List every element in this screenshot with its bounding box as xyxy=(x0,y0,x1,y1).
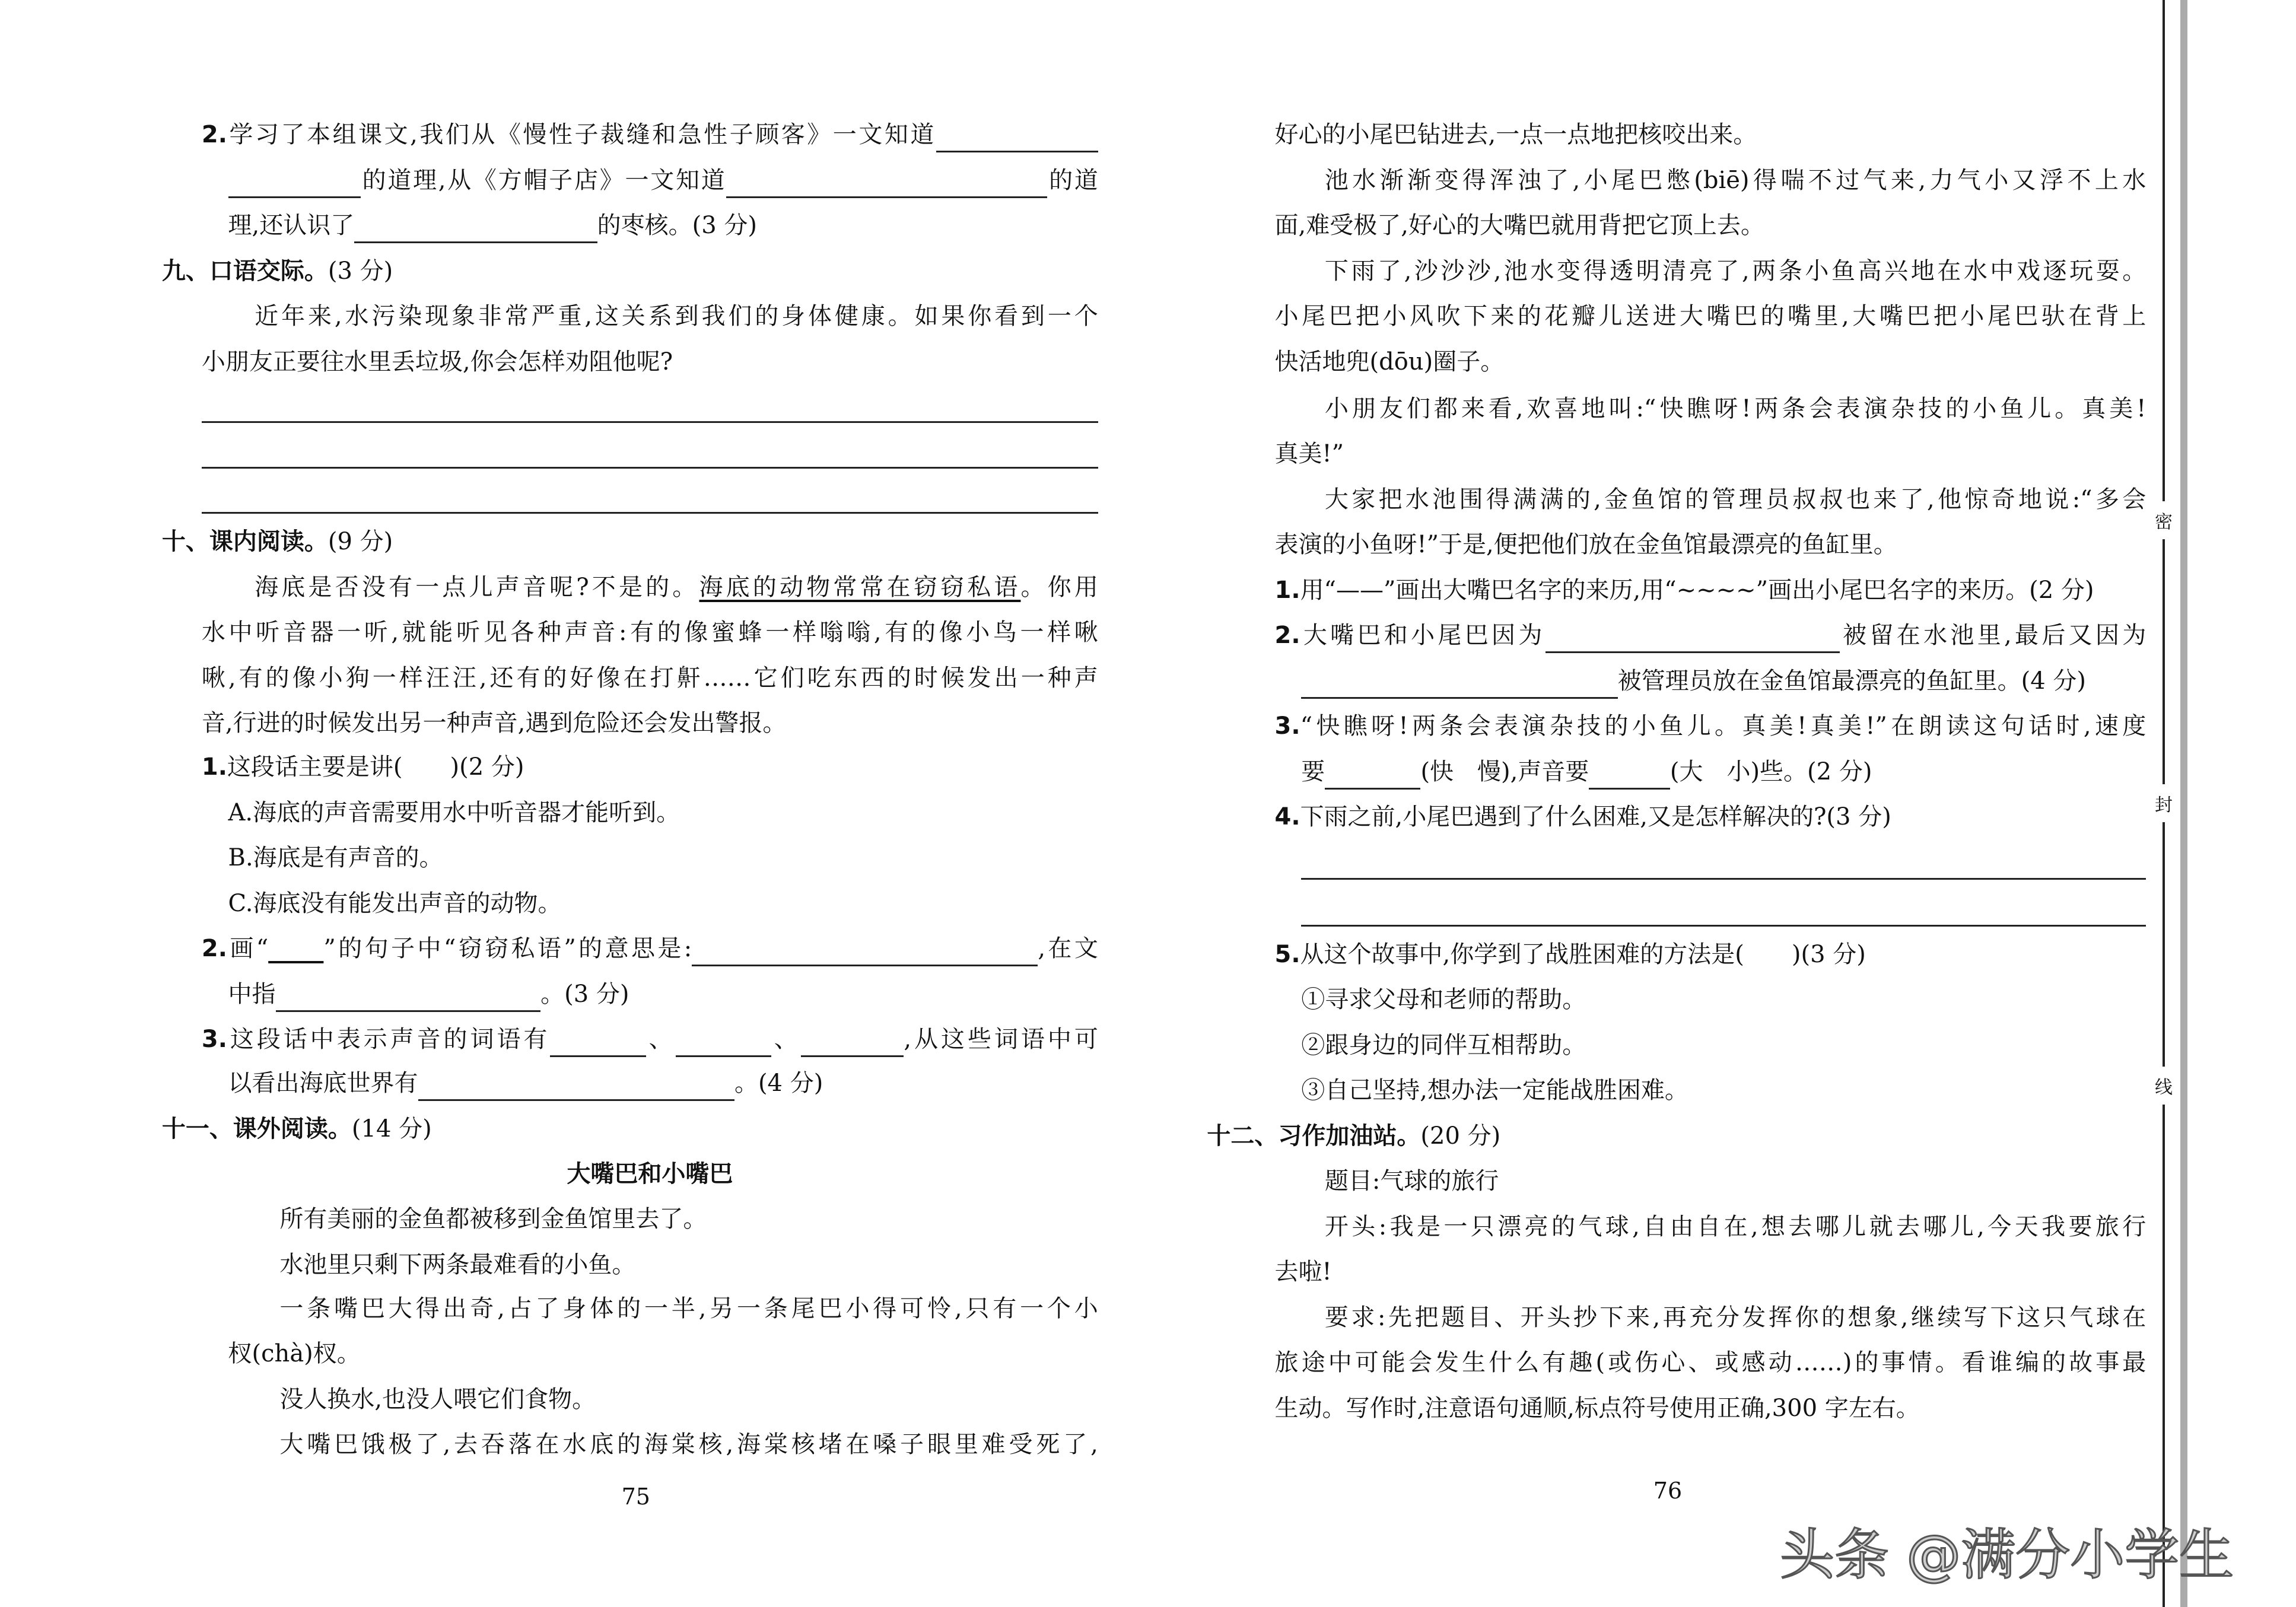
text-line xyxy=(1275,799,1891,835)
bold-label: 九、口语交际。 xyxy=(161,257,328,285)
text: 被留在水池里,最后又因为 xyxy=(1839,622,2146,650)
binding-edge xyxy=(2180,0,2187,1607)
bold-label: 2. xyxy=(201,935,227,963)
text-line xyxy=(202,749,524,785)
answer-blank[interactable] xyxy=(550,1029,645,1057)
text: 用“——”画出大嘴巴名字的来历,用“~~~~”画出小尾巴名字的来历。(2 分) xyxy=(1300,576,2094,604)
text-line xyxy=(1275,572,2094,608)
text-line xyxy=(1301,663,2086,699)
text: 、 xyxy=(771,1026,801,1054)
text-line xyxy=(1207,1118,1500,1154)
text-line xyxy=(1275,436,1344,472)
text-line xyxy=(1325,253,2146,289)
text: 要 xyxy=(1301,758,1325,785)
text: 快活地兜(dōu)圈子。 xyxy=(1274,348,1505,376)
text-line xyxy=(162,1111,432,1147)
text-line xyxy=(228,840,443,876)
text: 的枣核。(3 分) xyxy=(597,212,757,240)
underlined-text xyxy=(268,935,323,962)
text: ,从这些词语中可 xyxy=(904,1026,1098,1054)
text: “快瞧呀!两条会表演杂技的小鱼儿。真美!真美!”在朗读这句话时,速度 xyxy=(1300,712,2146,740)
text-line xyxy=(1275,1390,1920,1426)
page-number: 76 xyxy=(1653,1478,1683,1504)
answer-line[interactable] xyxy=(1301,925,2146,927)
text: 这段话中表示声音的词语有 xyxy=(227,1026,551,1054)
text: (大 小)些。(2 分) xyxy=(1669,758,1872,785)
text-line xyxy=(1325,1209,2146,1245)
answer-blank[interactable] xyxy=(276,984,541,1012)
text-line xyxy=(1275,208,1764,243)
text: (20 分) xyxy=(1420,1122,1501,1150)
text-line xyxy=(1275,298,2146,334)
answer-blank[interactable] xyxy=(801,1029,904,1057)
text: 大嘴巴饿极了,去吞落在水底的海棠核,海棠核堵在嗓子眼里难受死了, xyxy=(279,1431,1098,1459)
text: ①寻求父母和老师的帮助。 xyxy=(1301,986,1586,1014)
text-line xyxy=(1301,1073,1688,1108)
bold-label: 3. xyxy=(1274,712,1300,740)
bold-label: 3. xyxy=(201,1026,227,1054)
text-line xyxy=(228,795,680,830)
text-line xyxy=(1325,1300,2146,1335)
text-line xyxy=(1275,618,2146,653)
text-line xyxy=(1275,937,1866,972)
text: 杈(chà)杈。 xyxy=(228,1340,361,1368)
text: 被管理员放在金鱼馆最漂亮的鱼缸里。(4 分) xyxy=(1617,667,2086,695)
text-line xyxy=(202,1022,1098,1057)
text: A.海底的声音需要用水中听音器才能听到。 xyxy=(228,798,680,826)
text: 小尾巴把小风吹下来的花瓣儿送进大嘴巴的嘴里,大嘴巴把小尾巴驮在背上 xyxy=(1274,303,2146,330)
text: 水中听音器一听,就能听见各种声音:有的像蜜蜂一样嗡嗡,有的像小鸟一样啾 xyxy=(201,619,1098,647)
text: 以看出海底世界有 xyxy=(228,1070,418,1097)
text-line xyxy=(1325,163,2146,198)
text-line xyxy=(228,976,629,1012)
text: 画“ xyxy=(227,935,269,963)
text-line xyxy=(228,886,562,921)
text-line xyxy=(1301,754,1872,790)
margin-label-close: 封 xyxy=(2152,784,2176,822)
bold-label: 2. xyxy=(201,121,227,149)
text: C.海底没有能发出声音的动物。 xyxy=(228,889,562,917)
answer-line[interactable] xyxy=(202,467,1098,469)
text: 、 xyxy=(645,1026,676,1054)
bold-label: 1. xyxy=(201,753,227,781)
text: 音,行进的时候发出另一种声音,遇到危险还会发出警报。 xyxy=(201,709,787,737)
text-line xyxy=(202,660,1098,696)
text: 下雨了,沙沙沙,池水变得透明清亮了,两条小鱼高兴地在水中戏逐玩耍。 xyxy=(1324,257,2146,285)
text: 。(4 分) xyxy=(734,1070,823,1097)
text-line xyxy=(202,117,1098,152)
text: 生动。写作时,注意语句通顺,标点符号使用正确,300 字左右。 xyxy=(1274,1394,1920,1422)
text-line xyxy=(202,705,786,741)
text: 一条嘴巴大得出奇,占了身体的一半,另一条尾巴小得可怜,只有一个小 xyxy=(279,1294,1098,1322)
text-line xyxy=(279,1247,635,1283)
text-line xyxy=(228,208,757,243)
answer-blank[interactable] xyxy=(726,170,1047,198)
text: 学习了本组课文,我们从《慢性子裁缝和急性子顾客》一文知道 xyxy=(227,121,936,149)
passage-title xyxy=(202,1156,1098,1192)
text: ②跟身边的同伴互相帮助。 xyxy=(1301,1031,1586,1059)
text: 题目:气球的旅行 xyxy=(1324,1167,1499,1195)
text: 表演的小鱼呀!”于是,便把他们放在金鱼馆最漂亮的鱼缸里。 xyxy=(1274,531,1897,559)
bold-label: 1. xyxy=(1274,576,1300,604)
underlined-text: 海底的动物常常在窃窃私语 xyxy=(699,573,1021,601)
text-line xyxy=(1275,708,2146,744)
text-line xyxy=(1325,482,2146,517)
text: 去啦! xyxy=(1274,1258,1332,1286)
text: 真美!” xyxy=(1274,440,1344,468)
bold-label: 十二、习作加油站。 xyxy=(1207,1122,1421,1150)
text-line xyxy=(228,1336,361,1371)
text: 。(3 分) xyxy=(540,980,629,1008)
text-line xyxy=(1275,344,1505,380)
answer-blank[interactable] xyxy=(228,170,361,198)
answer-line[interactable] xyxy=(202,512,1098,514)
text-line xyxy=(228,163,1098,198)
bold-label: 5. xyxy=(1274,940,1300,968)
text: 中指 xyxy=(228,980,276,1008)
answer-blank[interactable] xyxy=(692,938,1038,966)
text-line xyxy=(1275,1345,2146,1380)
text: 好心的小尾巴钻进去,一点一点地把核咬出来。 xyxy=(1274,121,1757,149)
text: 近年来,水污染现象非常严重,这关系到我们的身体健康。如果你看到一个 xyxy=(255,303,1098,330)
text: ③自己坚持,想办法一定能战胜困难。 xyxy=(1301,1077,1688,1105)
answer-blank[interactable] xyxy=(676,1029,771,1057)
watermark: 头条 @满分小学生 xyxy=(1780,1523,2234,1587)
text-line xyxy=(1301,982,1586,1017)
text: ,在文 xyxy=(1038,935,1098,963)
text-line xyxy=(255,569,1098,605)
text-line xyxy=(1325,391,2146,427)
text-line xyxy=(279,1201,707,1237)
text: 小朋友们都来看,欢喜地叫:“快瞧呀!两条会表演杂技的小鱼儿。真美! xyxy=(1324,394,2146,422)
text: (14 分) xyxy=(351,1115,432,1143)
text: 理,还认识了 xyxy=(228,212,355,240)
text: (快 慢),声音要 xyxy=(1420,758,1589,785)
bold-label: 十、课内阅读。 xyxy=(161,528,328,556)
text: 面,难受极了,好心的大嘴巴就用背把它顶上去。 xyxy=(1274,212,1764,240)
answer-blank[interactable] xyxy=(418,1073,734,1101)
text-line xyxy=(279,1427,1098,1462)
text: 下雨之前,小尾巴遇到了什么困难,又是怎样解决的?(3 分) xyxy=(1300,803,1891,831)
answer-blank[interactable] xyxy=(1589,762,1669,790)
answer-line[interactable] xyxy=(202,421,1098,423)
text: 海底是否没有一点儿声音呢?不是的。 xyxy=(255,573,699,601)
text-line xyxy=(279,1382,596,1417)
text-line xyxy=(202,931,1098,966)
text-line xyxy=(162,253,393,289)
answer-blank[interactable] xyxy=(936,125,1098,152)
text: 这段话主要是讲( )(2 分) xyxy=(227,753,524,781)
text: 。你用 xyxy=(1020,573,1098,601)
bold-label: 4. xyxy=(1274,803,1300,831)
text: 的道 xyxy=(1047,166,1098,194)
answer-blank[interactable] xyxy=(354,215,597,243)
text: B.海底是有声音的。 xyxy=(228,844,443,872)
text-line xyxy=(202,615,1098,650)
margin-label-seal: 密 xyxy=(2152,501,2176,539)
text: 大家把水池围得满满的,金鱼馆的管理员叔叔也来了,他惊奇地说:“多会 xyxy=(1324,485,2146,513)
text: 从这个故事中,你学到了战胜困难的方法是( )(3 分) xyxy=(1300,940,1866,968)
text-line xyxy=(1275,527,1897,562)
text-line xyxy=(1275,1254,1332,1290)
bold-label: 2. xyxy=(1274,622,1300,650)
text-line xyxy=(255,298,1098,334)
margin-label-line: 线 xyxy=(2152,1067,2176,1105)
text: 水池里只剩下两条最难看的小鱼。 xyxy=(279,1250,636,1278)
answer-blank[interactable] xyxy=(1301,671,1617,699)
text-line xyxy=(162,524,393,559)
text: 要求:先把题目、开头抄下来,再充分发挥你的想象,继续写下这只气球在 xyxy=(1324,1303,2146,1331)
answer-blank[interactable] xyxy=(1325,762,1420,790)
text: ”的句子中“窃窃私语”的意思是: xyxy=(323,935,692,963)
page-number: 75 xyxy=(621,1484,650,1510)
text: 旅途中可能会发生什么有趣(或伤心、或感动……)的事情。看谁编的故事最 xyxy=(1274,1349,2146,1377)
answer-blank[interactable] xyxy=(1545,625,1840,653)
text: 开头:我是一只漂亮的气球,自由自在,想去哪儿就去哪儿,今天我要旅行 xyxy=(1324,1213,2146,1240)
text: 的道理,从《方帽子店》一文知道 xyxy=(360,166,727,194)
text-line xyxy=(1275,117,1757,152)
text-line xyxy=(279,1291,1098,1326)
text: (3 分) xyxy=(327,257,393,285)
text: 没人换水,也没人喂它们食物。 xyxy=(279,1385,596,1413)
text: 池水渐渐变得浑浊了,小尾巴憋(biē)得喘不过气来,力气小又浮不上水 xyxy=(1324,166,2146,194)
text-line xyxy=(228,1065,823,1101)
text-line xyxy=(1325,1163,1499,1199)
text: 所有美丽的金鱼都被移到金鱼馆里去了。 xyxy=(279,1205,707,1233)
text: 啾,有的像小狗一样汪汪,还有的好像在打鼾……它们吃东西的时候发出一种声 xyxy=(201,664,1098,692)
text: 大嘴巴和小尾巴因为 xyxy=(1300,622,1545,650)
text: (9 分) xyxy=(327,528,393,556)
bold-label: 十一、课外阅读。 xyxy=(161,1115,352,1143)
text: 小朋友正要往水里丢垃圾,你会怎样劝阻他呢? xyxy=(201,348,673,376)
bold-label: 大嘴巴和小嘴巴 xyxy=(567,1160,733,1188)
answer-line[interactable] xyxy=(1301,878,2146,880)
text-line xyxy=(202,344,673,380)
text-line xyxy=(1301,1027,1586,1063)
